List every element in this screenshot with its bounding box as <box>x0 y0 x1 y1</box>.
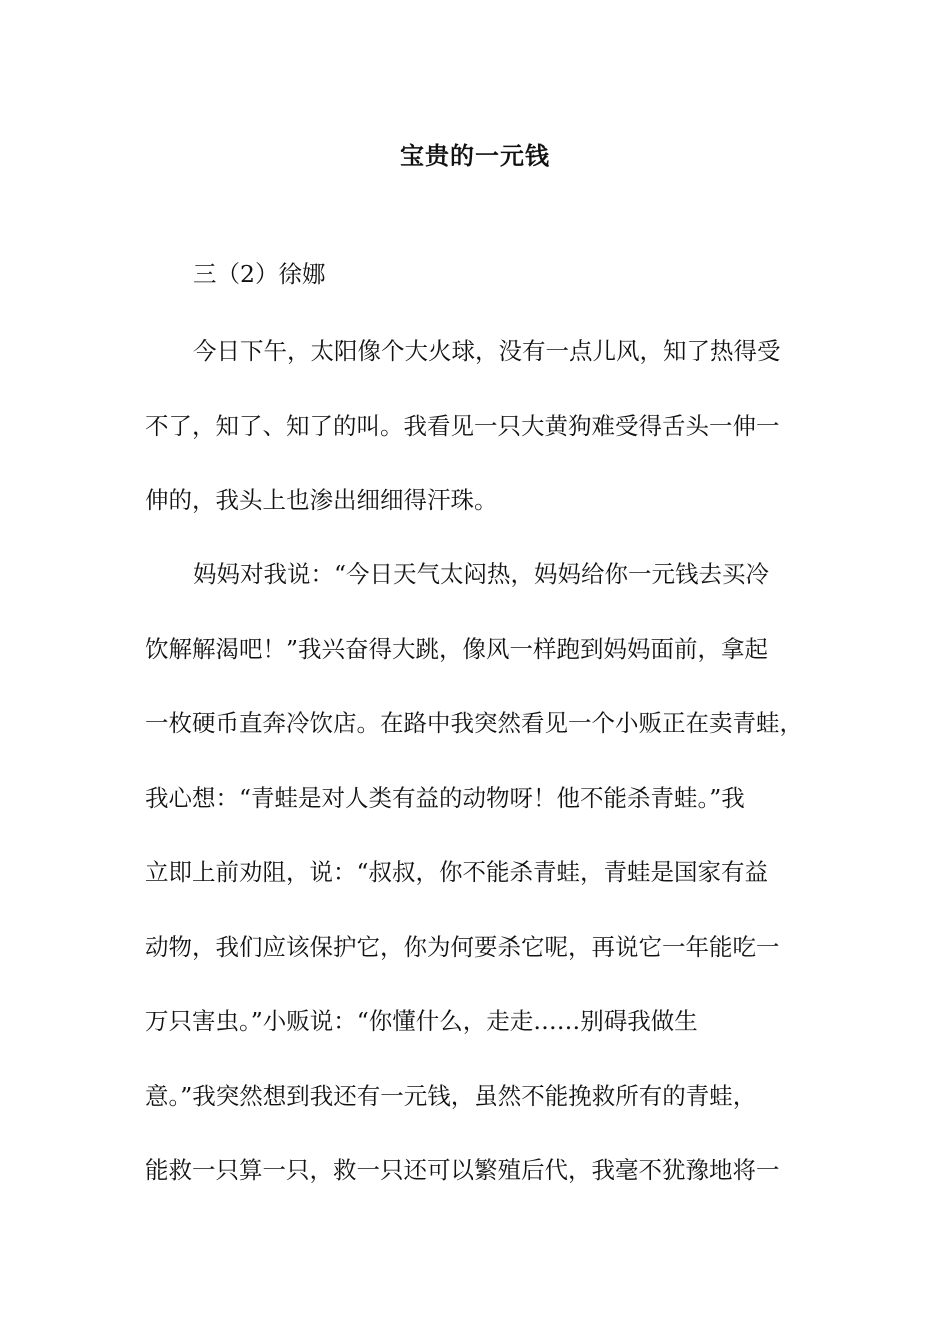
text-line: 今日下午，太阳像个大火球，没有一点儿风，知了热得受 <box>193 337 781 365</box>
text-line: 立即上前劝阻，说：“叔叔，你不能杀青蛙，青蛙是国家有益 <box>145 858 769 886</box>
text-line: 妈妈对我说：“今日天气太闷热，妈妈给你一元钱去买冷 <box>193 560 770 588</box>
author-line: 三（2）徐娜 <box>193 260 326 288</box>
text-line: 我心想：“青蛙是对人类有益的动物呀！他不能杀青蛙。”我 <box>145 784 745 812</box>
text-line: 能救一只算一只，救一只还可以繁殖后代，我毫不犹豫地将一 <box>145 1156 780 1184</box>
text-line: 一枚硬币直奔冷饮店。在路中我突然看见一个小贩正在卖青蛙， <box>145 709 803 737</box>
document-title: 宝贵的一元钱 <box>400 141 550 170</box>
text-line: 意。”我突然想到我还有一元钱，虽然不能挽救所有的青蛙， <box>145 1082 757 1110</box>
text-line: 万只害虫。”小贩说：“你懂什么，走走……别碍我做生 <box>145 1007 698 1035</box>
text-line: 不了，知了、知了的叫。我看见一只大黄狗难受得舌头一伸一 <box>145 412 780 440</box>
text-line: 饮解解渴吧！”我兴奋得大跳，像风一样跑到妈妈面前，拿起 <box>145 635 769 663</box>
text-line: 伸的，我头上也渗出细细得汗珠。 <box>145 486 498 514</box>
text-line: 动物，我们应该保护它，你为何要杀它呢，再说它一年能吃一 <box>145 933 780 961</box>
